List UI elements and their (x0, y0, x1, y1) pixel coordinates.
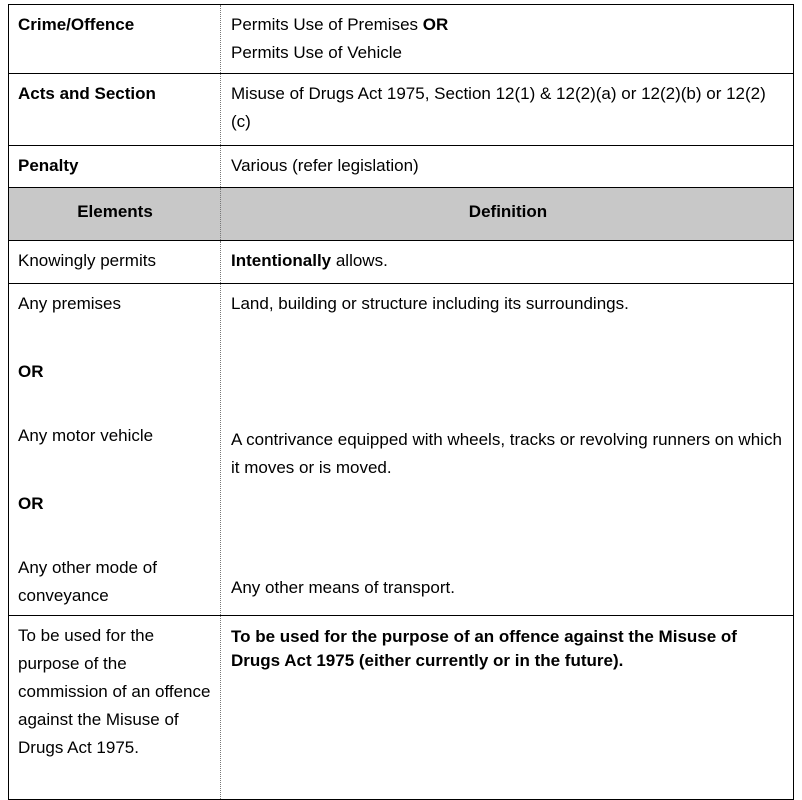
or-label-2: OR (18, 494, 44, 513)
table-header-row (9, 187, 793, 240)
row-purpose (9, 615, 793, 799)
knowingly-permits-definition (221, 241, 793, 283)
row-crime-offence (9, 5, 793, 73)
or-label-1: OR (18, 362, 44, 381)
any-premises-label: Any premises (18, 294, 121, 313)
penalty-label: Penalty (9, 146, 221, 187)
row-knowingly-permits (9, 240, 793, 283)
conveyance-definition: Any other means of transport. (231, 578, 455, 597)
knowingly-permits-label: Knowingly permits (9, 241, 221, 283)
row-acts-section (9, 73, 793, 145)
header-definition: Definition (468, 202, 548, 221)
crime-offence-value (221, 5, 793, 73)
knowingly-permits-def-rest: allows. (331, 251, 388, 270)
offence-table (8, 4, 794, 800)
crime-offence-label: Crime/Offence (9, 5, 221, 73)
premises-vehicle-labels (9, 284, 221, 615)
acts-section-value: Misuse of Drugs Act 1975, Section 12(1) & 12(2)(a) or 12(2)(b) or 12(2)(c) (231, 84, 766, 131)
any-other-conveyance-label: Any other mode of conveyance (18, 558, 157, 605)
crime-offence-line1 (231, 11, 785, 39)
header-elements: Elements (9, 188, 221, 240)
premises-definition: Land, building or structure including its surroundings. (231, 294, 629, 313)
crime-offence-line2: Permits Use of Vehicle (231, 43, 403, 62)
acts-section-label: Acts and Section (9, 74, 221, 145)
row-penalty (9, 145, 793, 187)
motor-vehicle-definition: A contrivance equipped with wheels, tracks or revolving runners on which it moves or is moved. (231, 430, 782, 477)
premises-vehicle-definitions (221, 284, 793, 615)
knowingly-permits-def-bold: Intentionally (231, 251, 332, 270)
crime-offence-line1-text: Permits Use of Premises (231, 15, 423, 34)
penalty-value: Various (refer legislation) (231, 156, 419, 175)
row-premises-vehicle (9, 283, 793, 615)
purpose-definition: To be used for the purpose of an offence against the Misuse of Drugs Act 1975 (either currently or in the future). (231, 627, 737, 670)
purpose-label: To be used for the purpose of the commission of an offence against the Misuse of Drugs Act 1975. (9, 616, 221, 799)
crime-offence-or: OR (422, 15, 449, 34)
any-motor-vehicle-label: Any motor vehicle (18, 426, 154, 445)
